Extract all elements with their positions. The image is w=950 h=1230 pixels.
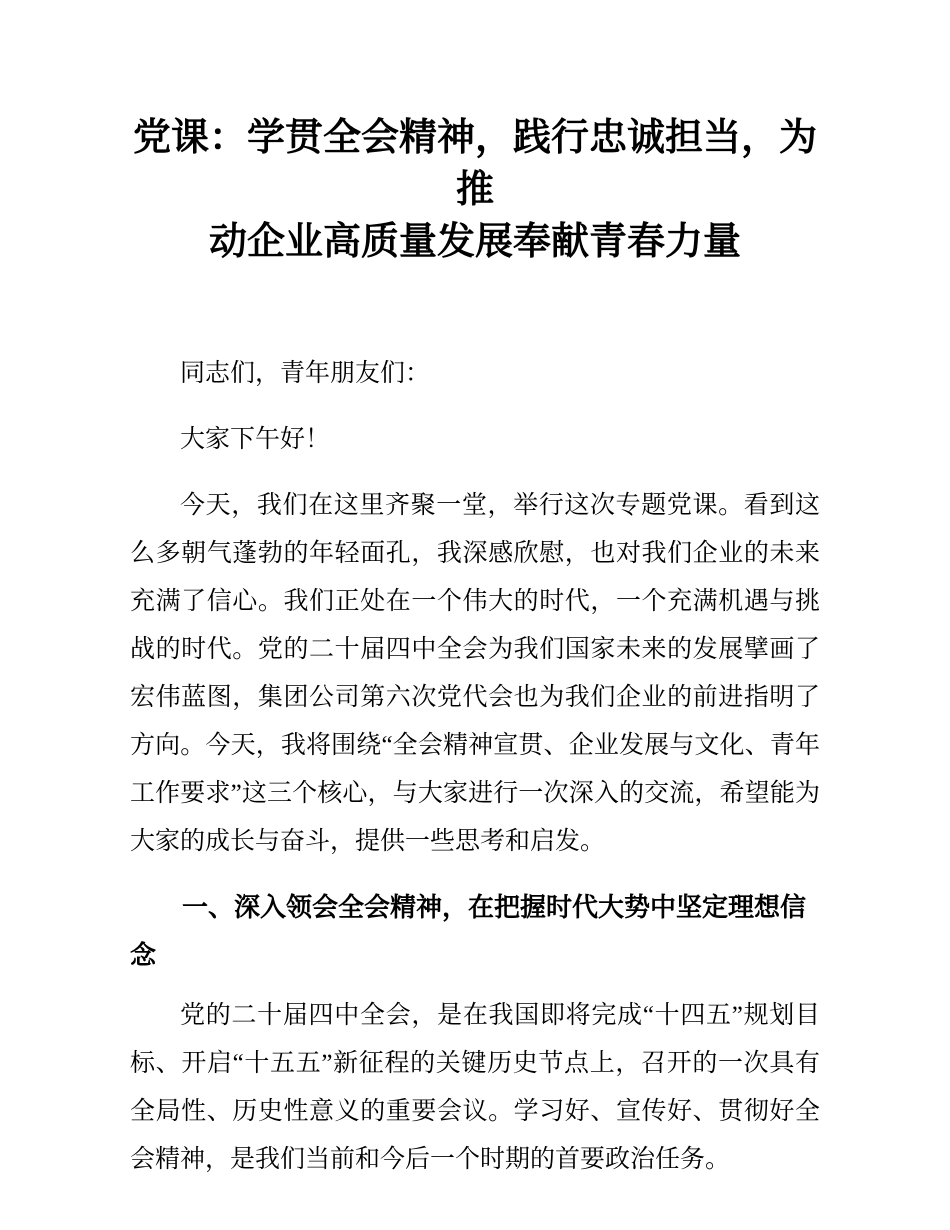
- section-heading-1: 一、深入领会全会精神，在把握时代大势中坚定理想信念: [130, 893, 807, 970]
- document-body: [130, 350, 820, 1184]
- greeting-paragraph: 大家下午好！: [180, 426, 331, 453]
- title-line-1: 党课：学贯全会精神，践行忠诚担当，为推: [132, 117, 817, 211]
- intro-paragraph: 今天，我们在这里齐聚一堂，举行这次专题党课。看到这么多朝气蓬勃的年轻面孔，我深感欣慰，也对我们企业的未来充满了信心。我们正处在一个伟大的时代，一个充满机遇与挑战的时代。党的二十届四中全会为我们国家未来的发展擘画了宏伟蓝图，集团公司第六次党代会也为我们企业的前进指明了方向。今天，我将围绕“全会精神宣贯、企业发展与文化、青年工作要求”这三个核心，与大家进行一次深入的交流，希望能为大家的成长与奋斗，提供一些思考和启发。: [130, 492, 820, 855]
- section-1-paragraph: 党的二十届四中全会，是在我国即将完成“十四五”规划目标、开启“十五五”新征程的关键历史节点上，召开的一次具有全局性、历史性意义的重要会议。学习好、宣传好、贯彻好全会精神，是我们当前和今后一个时期的首要政治任务。: [130, 1002, 820, 1173]
- salutation-paragraph: 同志们，青年朋友们：: [180, 360, 431, 387]
- document-title: [130, 112, 820, 268]
- title-line-2: 动企业高质量发展奉献青春力量: [208, 221, 741, 263]
